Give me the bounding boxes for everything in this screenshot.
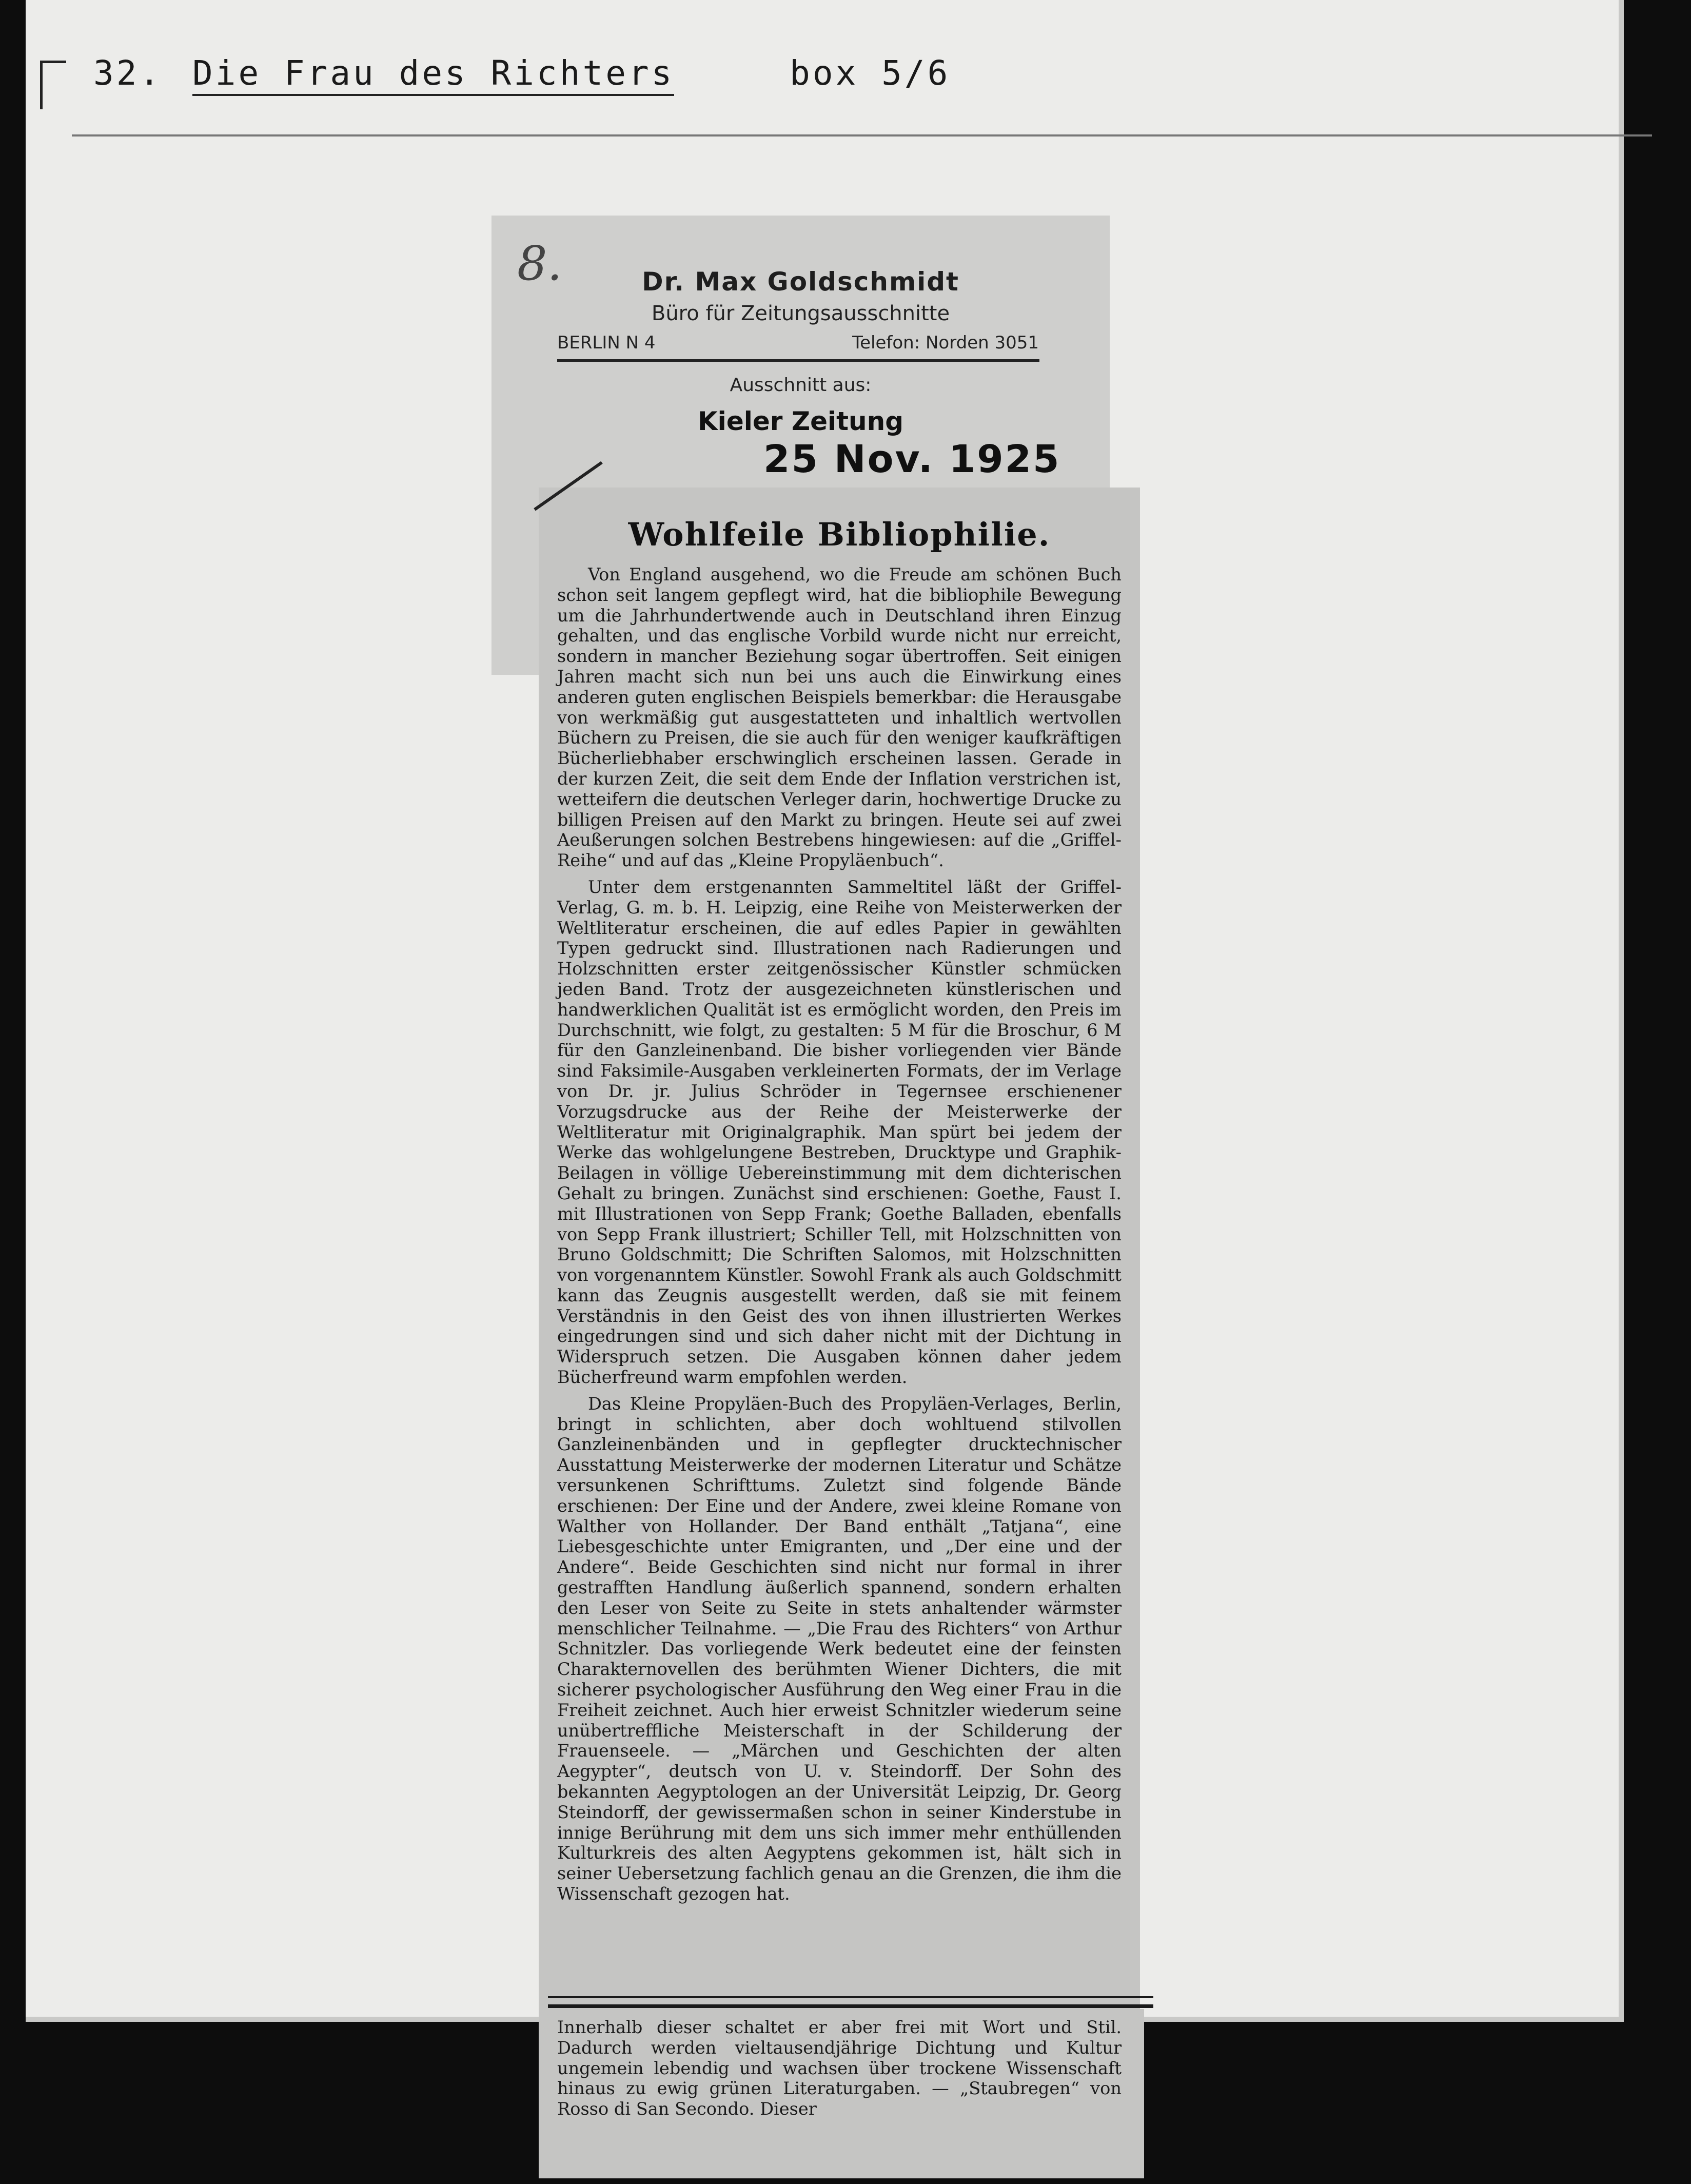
header-rule [72,134,1652,136]
article-body [557,564,1122,1904]
article-paragraph: Unter dem erstgenannten Sammeltitel läßt der Griffel-Verlag, G. m. b. H. Leipzig, eine Reihe von Meisterwerken der Weltliteratur erscheinen, die auf edles Papier in gewählten Typen gedruckt sind. Illustrationen nach Radierungen und Holzschnitten erster zeitgenössischer Künstler schmücken jeden Band. Trotz der ausgezeichneten künstlerischen und handwerklichen Qualität ist es ermöglicht worden, den Preis im Durchschnitt, wie folgt, zu gestalten: 5 M für die Broschur, 6 M für den Ganzleinenband. Die bisher vorliegenden vier Bände sind Faksimile-Ausgaben verkleinerten Formats, der im Verlage von Dr. jr. Julius Schröder in Tegernsee erschienener Vorzugsdrucke aus der Reihe der Meisterwerke der Weltliteratur mit Originalgraphik. Man spürt bei jedem der Werke das wohlgelungene Bestreben, Drucktype und Graphik-Beilagen in völlige Uebereinstimmung mit dem dichterischen Gehalt zu bringen. Zunächst sind erschienen: Goethe, Faust I. mit Illustrationen von Sepp Frank; Goethe Balladen, ebenfalls von Sepp Frank illustriert; Schiller Tell, mit Holzschnitten von Bruno Goldschmitt; Die Schriften Salomos, mit Holzschnitten von vorgenanntem Künstler. Sowohl Frank als auch Goldschmitt kann das Zeugnis ausgestellt werden, daß sie mit feinem Verständnis in den Geist des von ihnen illustrierten Werkes eingedrungen sind und sich daher nicht mit der Dichtung in Widerspruch setzen. Die Ausgaben können daher jedem Bücherfreund warm empfohlen werden. [557,876,1122,1388]
article-paragraph: Das Kleine Propyläen-Buch des Propyläen-Verlages, Berlin, bringt in schlichten, aber doch wohltuend stilvollen Ganzleinenbänden und in gepflegter drucktechnischer Ausstattung Meisterwerke der modernen Literatur und Schätze versunkenen Schrifttums. Zuletzt sind folgende Bände erschienen: Der Eine und der Andere, zwei kleine Romane von Walther von Hollander. Der Band enthält „Tatjana“, eine Liebesgeschichte unter Emigranten, und „Der eine und der Andere“. Beide Geschichten sind nicht nur formal in ihrer gestrafften Handlung äußerlich spannend, sondern erhalten den Leser von Seite zu Seite in stets anhaltender wärmster menschlicher Teilnahme. — „Die Frau des Richters“ von Arthur Schnitzler. Das vorliegende Werk bedeutet eine der feinsten Charakternovellen des berühmten Wiener Dichters, die mit sicherer psychologischer Ausführung den Weg einer Frau in die Freiheit zeichnet. Auch hier erweist Schnitzler wiederum seine unübertreffliche Meisterschaft in der Schilderung der Frauenseele. — „Märchen und Geschichten der alten Aegypter“, deutsch von U. v. Steindorff. Der Sohn des bekannten Aegyptologen an der Universität Leipzig, Dr. Georg Steindorff, der gewissermaßen schon in seiner Kinderstube in innige Berührung mit dem uns sich immer mehr enthüllenden Kulturkreis des alten Aegyptens gekommen ist, hält sich in seiner Uebersetzung fachlich genau an die Grenzen, die ihm die Wissenschaft gezogen hat. [557,1393,1122,1904]
article-divider [548,2004,1153,2008]
article-paragraph: Innerhalb dieser schaltet er aber frei mit Wort und Stil. Dadurch werden vieltausendjährige Dichtung und Kultur ungemein lebendig und wachsen über trockene Wissenschaft hinaus zu ewig grünen Literaturgaben. — „Staubregen“ von Rosso di San Secondo. Dieser [557,2017,1122,2119]
slip-phone: Telefon: Norden 3051 [852,333,1039,353]
archive-header [93,53,950,93]
article-continuation [557,2017,1122,2119]
handwritten-number: 8. [517,236,562,291]
slip-subtitle: Büro für Zeitungsausschnitte [651,302,950,325]
newspaper-clipping [539,488,1140,2027]
slip-source: Kieler Zeitung [697,406,904,436]
slip-city: BERLIN N 4 [557,333,656,353]
newspaper-clipping-continuation [539,2009,1144,2178]
date-stamp: 25 Nov. 1925 [763,437,1061,481]
archive-number: 32. [93,53,163,93]
corner-mark [40,61,66,109]
archive-title: Die Frau des Richters [192,53,674,96]
archive-box: box 5/6 [790,53,951,93]
article-paragraph: Von England ausgehend, wo die Freude am schönen Buch schon seit langem gepflegt wird, hat die bibliophile Bewegung um die Jahrhundertwende auch in Deutschland ihren Einzug gehalten, und das englische Vorbild wurde nicht nur erreicht, sondern in mancher Beziehung sogar übertroffen. Seit einigen Jahren macht sich nun bei uns auch die Einwirkung eines anderen guten englischen Beispiels bemerkbar: die Herausgabe von werkmäßig gut ausgestatteten und inhaltlich wertvollen Büchern zu Preisen, die sie auch für den weniger kaufkräftigen Bücherliebhaber erschwinglich erscheinen lassen. Gerade in der kurzen Zeit, die seit dem Ende der Inflation verstrichen ist, wetteifern die deutschen Verleger darin, hochwertige Drucke zu billigen Preisen auf den Markt zu bringen. Heute sei auf zwei Aeußerungen solchen Bestrebens hingewiesen: auf die „Griffel-Reihe“ und auf das „Kleine Propyläenbuch“. [557,564,1122,871]
slip-company: Dr. Max Goldschmidt [642,267,959,297]
article-divider [548,1996,1153,1998]
slip-source-label: Ausschnitt aus: [730,375,872,396]
article-title: Wohlfeile Bibliophilie. [628,516,1051,553]
slip-rule [557,359,1039,362]
